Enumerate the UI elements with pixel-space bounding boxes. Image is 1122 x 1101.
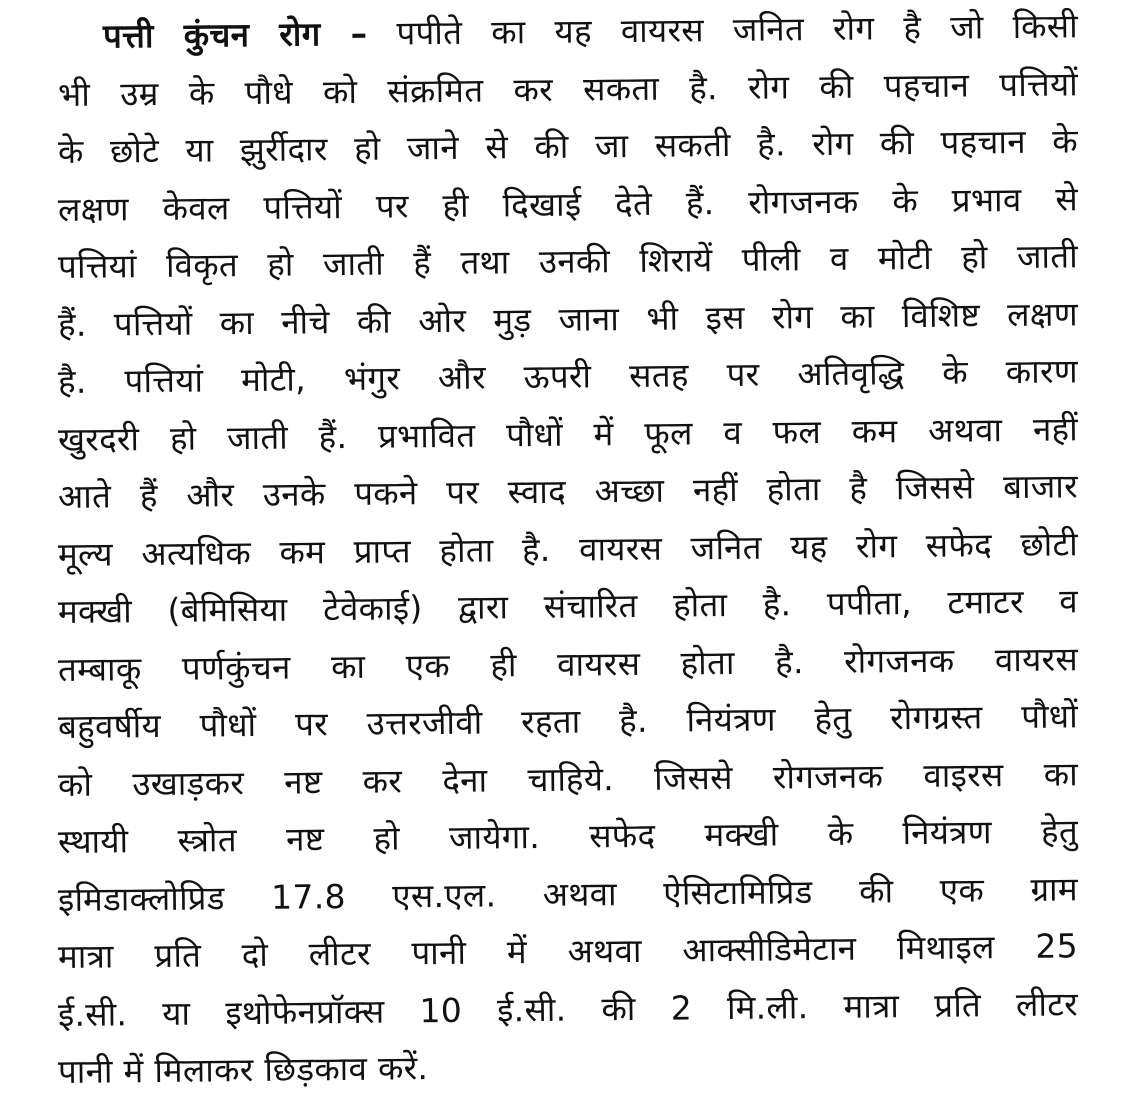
text-line-17: मात्रा प्रति दो लीटर पानी में अथवा आक्सीडिमेटान मिथाइल 25 — [57, 926, 1079, 976]
text-line-5: पत्तियां विकृत हो जाती हैं तथा उनकी शिरायें पीली व मोटी हो जाती — [57, 236, 1079, 286]
text-line-4: लक्षण केवल पत्तियों पर ही दिखाई देते हैं. रोगजनक के प्रभाव से — [57, 178, 1079, 229]
body-paragraph — [58, 8, 1078, 1101]
text-line-6: हैं. पत्तियों का नीचे की ओर मुड़ जाना भी इस रोग का विशिष्ट लक्षण — [57, 293, 1079, 344]
text-line-12: तम्बाकू पर्णकुंचन का एक ही वायरस होता है. रोगजनक वायरस — [57, 638, 1079, 689]
text-line-11: मक्खी (बेमिसिया टेवेकाई) द्वारा संचारित होता है. पपीता, टमाटर व — [57, 581, 1079, 631]
text-line-7: है. पत्तियां मोटी, भंगुर और ऊपरी सतह पर अतिवृद्धि के कारण — [57, 351, 1079, 401]
text-line-10: मूल्य अत्यधिक कम प्राप्त होता है. वायरस जनित यह रोग सफेद छोटी — [57, 523, 1079, 574]
text-line-16: इमिडाक्लोप्रिड 17.8 एस.एल. अथवा ऐसिटामिप्रिड की एक ग्राम — [57, 868, 1079, 919]
text-line-8: खुरदरी हो जाती हैं. प्रभावित पौधों में फूल व फल कम अथवा नहीं — [57, 408, 1079, 459]
text-line-3: के छोटे या झुर्रीदार हो जाने से की जा सकती है. रोग की पहचान के — [57, 121, 1079, 171]
text-line-19: पानी में मिलाकर छिड़काव करें. — [57, 1048, 429, 1091]
text-line-13: बहुवर्षीय पौधों पर उत्तरजीवी रहता है. नियंत्रण हेतु रोगग्रस्त पौधों — [57, 696, 1079, 746]
text-line-1-body: पपीते का यह वायरस जनित रोग है जो किसी — [396, 6, 1079, 53]
text-line-14: को उखाड़कर नष्ट कर देना चाहिये. जिससे रोगजनक वाइरस का — [57, 753, 1079, 804]
text-line-1 — [58, 0, 1079, 65]
text-line-2: भी उम्र के पौधे को संक्रमित कर सकता है. रोग की पहचान पत्तियों — [57, 63, 1079, 114]
text-line-18: ई.सी. या इथोफेनप्रॉक्स 10 ई.सी. की 2 मि.ली. मात्रा प्रति लीटर — [57, 983, 1079, 1034]
section-heading: पत्ती कुंचन रोग – — [102, 13, 368, 56]
text-line-15: स्थायी स्त्रोत नष्ट हो जायेगा. सफेद मक्खी के नियंत्रण हेतु — [57, 811, 1079, 861]
text-line-9: आते हैं और उनके पकने पर स्वाद अच्छा नहीं होता है जिससे बाजार — [57, 466, 1079, 516]
